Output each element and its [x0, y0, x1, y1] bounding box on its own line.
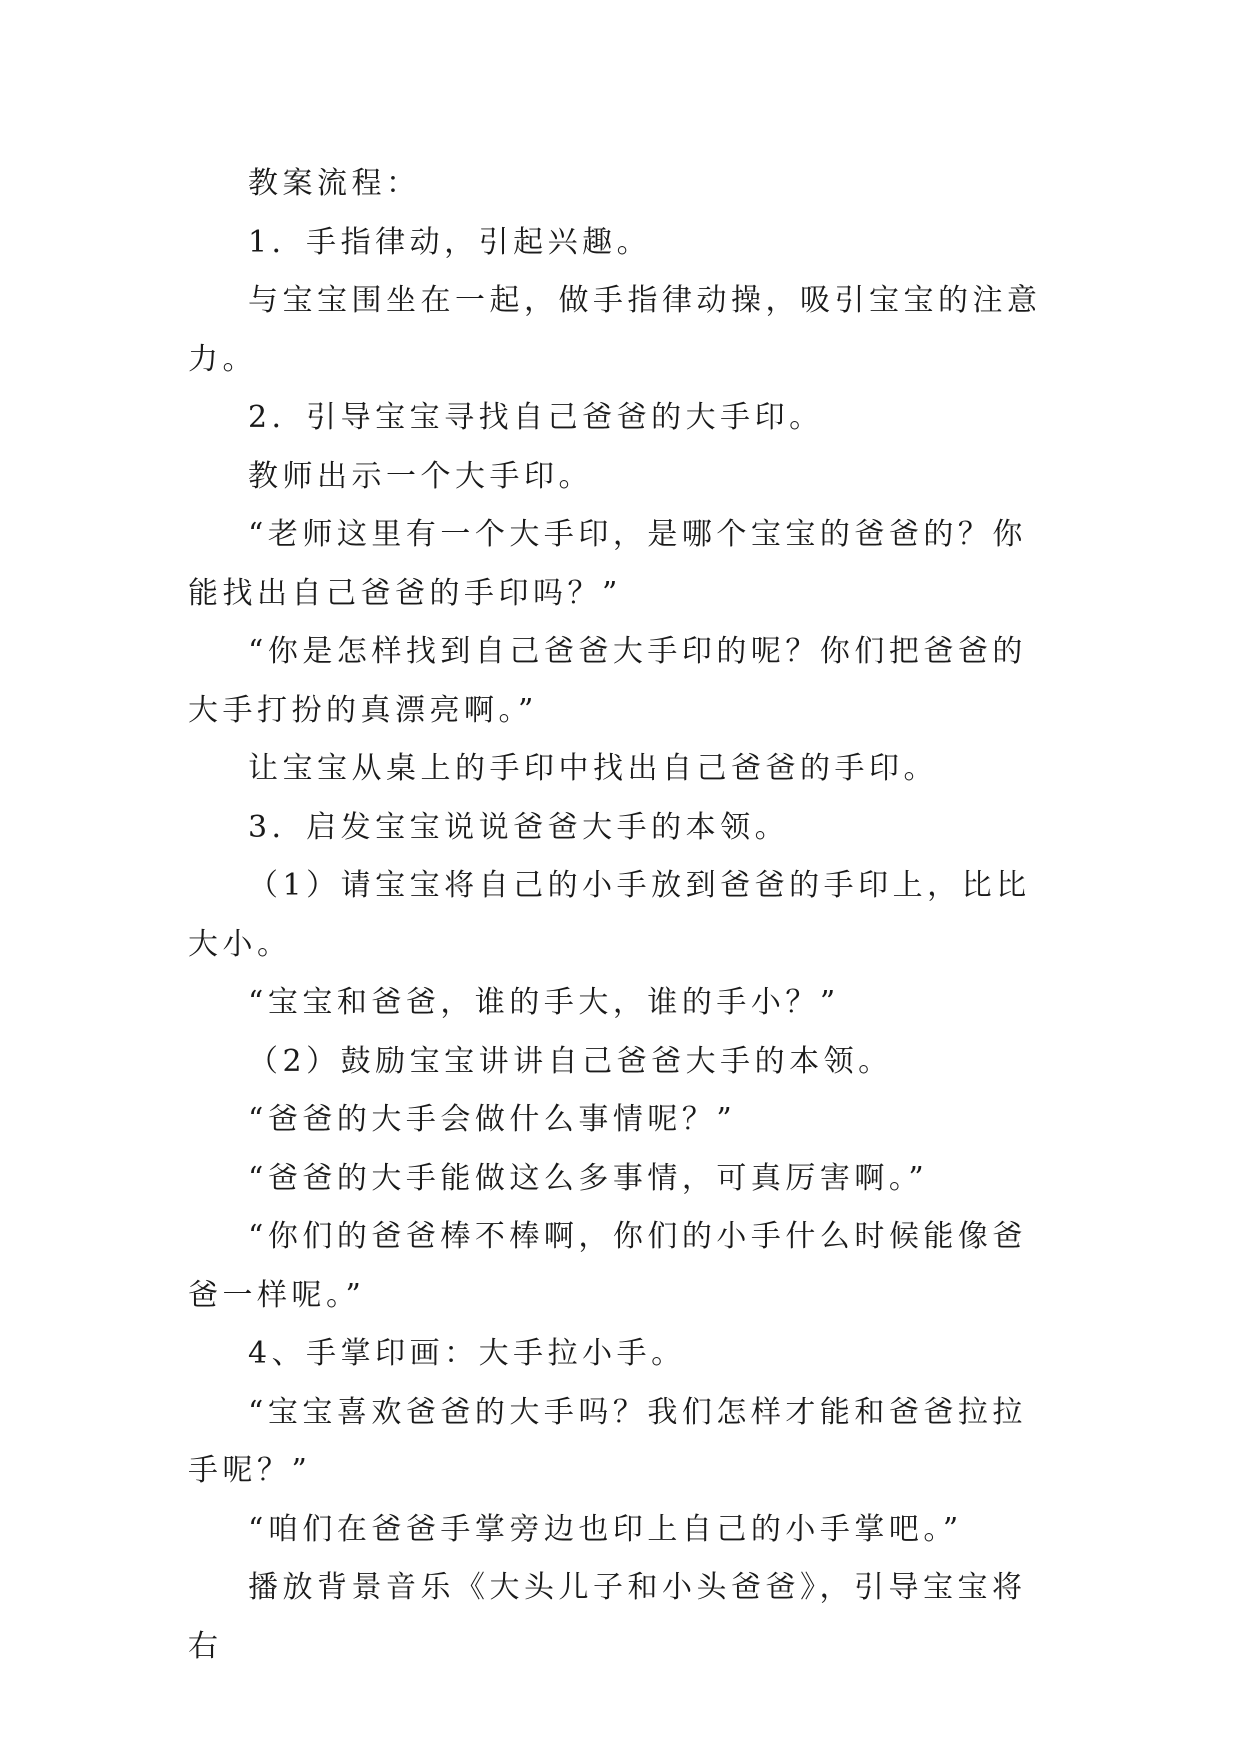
- quote-paragraph: “咱们在爸爸手掌旁边也印上自己的小手掌吧。”: [248, 1511, 963, 1547]
- sub-step: （2）鼓励宝宝讲讲自己爸爸大手的本领。: [248, 1043, 893, 1079]
- quote-paragraph: “你们的爸爸棒不棒啊，你们的小手什么时候能像爸爸一样呢。”: [188, 1219, 1027, 1313]
- quote-paragraph: “爸爸的大手能做这么多事情，可真厉害啊。”: [248, 1160, 929, 1196]
- sub-step: （1）请宝宝将自己的小手放到爸爸的手印上，比比大小。: [188, 868, 1031, 962]
- quote-paragraph: “宝宝喜欢爸爸的大手吗？我们怎样才能和爸爸拉拉手呢？”: [188, 1394, 1027, 1488]
- step-heading: 1．手指律动，引起兴趣。: [248, 224, 652, 260]
- step-heading: 2．引导宝宝寻找自己爸爸的大手印。: [248, 400, 824, 435]
- step-heading: 3．启发宝宝说说爸爸大手的本领。: [248, 809, 790, 845]
- paragraph: 让宝宝从桌上的手印中找出自己爸爸的手印。: [248, 751, 938, 786]
- quote-paragraph: “老师这里有一个大手印，是哪个宝宝的爸爸的？你能找出自己爸爸的手印吗？”: [188, 517, 1027, 611]
- quote-paragraph: “你是怎样找到自己爸爸大手印的呢？你们把爸爸的大手打扮的真漂亮啊。”: [188, 634, 1027, 728]
- paragraph: 教师出示一个大手印。: [248, 458, 593, 494]
- paragraph: 播放背景音乐《大头儿子和小头爸爸》，引导宝宝将右: [188, 1570, 1027, 1664]
- section-heading: 教案流程：: [248, 166, 421, 201]
- paragraph: 与宝宝围坐在一起，做手指律动操，吸引宝宝的注意力。: [188, 283, 1042, 377]
- body-text: [188, 155, 1052, 1676]
- quote-paragraph: “宝宝和爸爸，谁的手大，谁的手小？”: [248, 985, 840, 1020]
- quote-paragraph: “爸爸的大手会做什么事情呢？”: [248, 1102, 737, 1137]
- step-heading: 4、手掌印画：大手拉小手。: [248, 1336, 686, 1371]
